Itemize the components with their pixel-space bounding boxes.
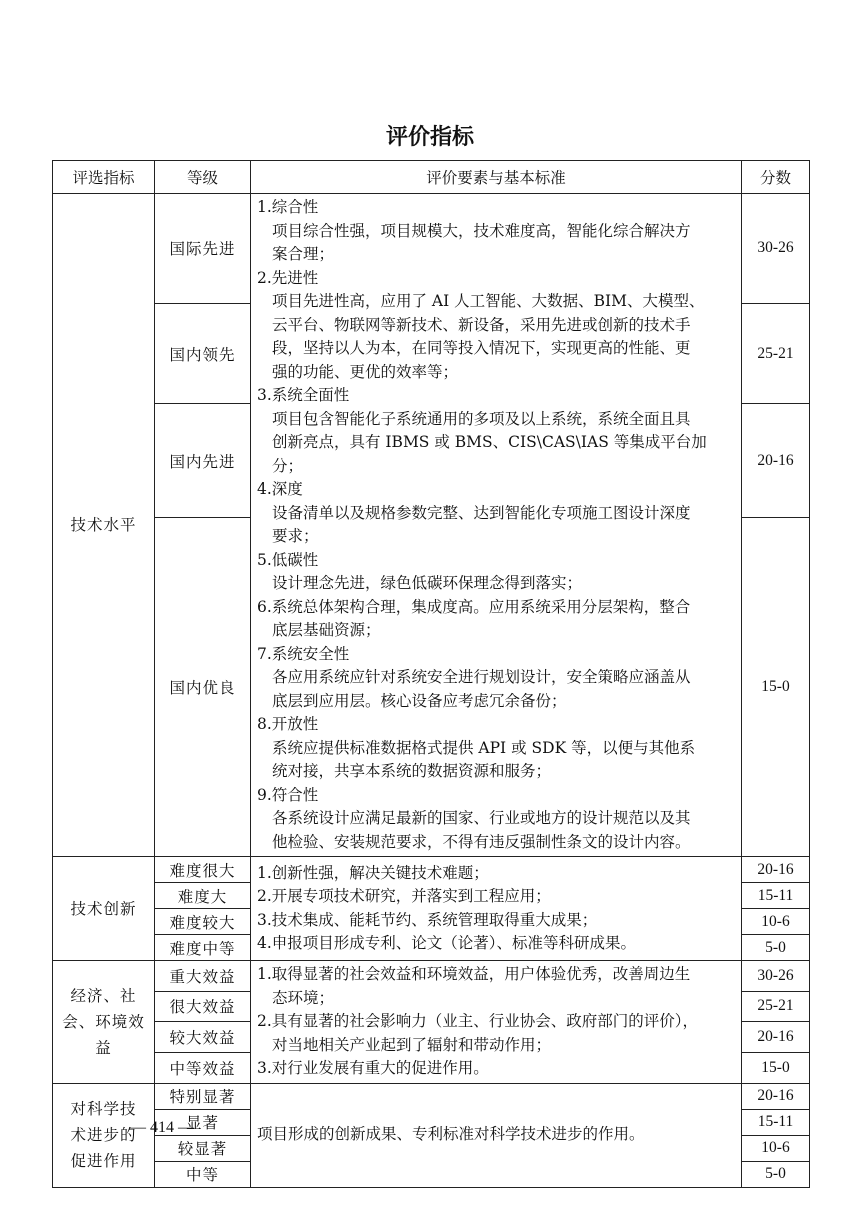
score-cell: 20-16 xyxy=(742,404,810,517)
criteria-list xyxy=(257,862,735,956)
grade-cell: 重大效益 xyxy=(155,961,251,992)
criteria-list xyxy=(257,963,735,1081)
header-indicator: 评选指标 xyxy=(53,161,155,194)
score-cell: 20-16 xyxy=(742,857,810,883)
table-row xyxy=(53,857,810,883)
indicator-benefit xyxy=(53,961,155,1084)
criteria-line: 7.系统安全性 xyxy=(257,644,350,663)
score-cell: 10-6 xyxy=(742,909,810,935)
grade-cell: 特别显著 xyxy=(155,1083,251,1109)
grade-cell: 难度中等 xyxy=(155,935,251,961)
score-cell: 20-16 xyxy=(742,1022,810,1053)
score-cell: 20-16 xyxy=(742,1083,810,1109)
criteria-line: 9.符合性 xyxy=(257,785,319,804)
criteria-line: 案合理； xyxy=(272,245,335,263)
criteria-line: 1.综合性 xyxy=(257,198,319,216)
criteria-line: 2.具有显著的社会影响力（业主、行业协会、政府部门的评价）， xyxy=(257,1012,699,1030)
criteria-line: 2.先进性 xyxy=(257,268,319,287)
criteria-line: 对当地相关产业起到了辐射和带动作用； xyxy=(272,1035,552,1054)
score-cell: 15-0 xyxy=(742,517,810,856)
score-cell: 25-21 xyxy=(742,303,810,404)
criteria-line: 要求； xyxy=(272,527,319,545)
criteria-line: 设备清单以及规格参数完整、达到智能化专项施工图设计深度 xyxy=(272,503,691,522)
criteria-line: 他检验、安装规范要求，不得有违反强制性条文的设计内容。 xyxy=(272,832,691,851)
grade-cell: 国内优良 xyxy=(155,517,251,856)
score-cell: 15-11 xyxy=(742,883,810,909)
criteria-line: 3.系统全面性 xyxy=(257,386,350,404)
page-number: — 414 — xyxy=(130,1119,194,1136)
criteria-line: 8.开放性 xyxy=(257,715,319,733)
grade-cell: 较显著 xyxy=(155,1135,251,1161)
score-cell: 15-11 xyxy=(742,1109,810,1135)
criteria-line: 统对接，共享本系统的数据资源和服务； xyxy=(272,762,552,780)
score-cell: 5-0 xyxy=(742,935,810,961)
grade-cell: 难度大 xyxy=(155,883,251,909)
criteria-line: 系统应提供标准数据格式提供 API 或 SDK 等，以便与其他系 xyxy=(272,738,696,757)
criteria-line: 3.对行业发展有重大的促进作用。 xyxy=(257,1059,489,1077)
grade-cell: 中等效益 xyxy=(155,1052,251,1083)
grade-cell: 国内先进 xyxy=(155,404,251,517)
header-grade: 等级 xyxy=(155,161,251,194)
page-title: 评价指标 xyxy=(385,125,474,150)
score-cell: 30-26 xyxy=(742,961,810,992)
indicator-innovation: 技术创新 xyxy=(53,857,155,961)
criteria-line: 3.技术集成、能耗节约、系统管理取得重大成果； xyxy=(257,910,598,929)
grade-cell: 难度很大 xyxy=(155,857,251,883)
score-cell: 25-21 xyxy=(742,991,810,1022)
criteria-progress xyxy=(251,1083,742,1187)
criteria-line: 底层到应用层。核心设备应考虑冗余备份； xyxy=(272,691,567,710)
grade-cell: 显著 xyxy=(155,1109,251,1135)
table-row xyxy=(53,961,810,992)
indicator-line: 促进作用 xyxy=(70,1152,137,1170)
criteria-line: 各应用系统应针对系统安全进行规划设计，安全策略应涵盖从 xyxy=(272,668,691,686)
table-row xyxy=(53,194,810,304)
grade-cell: 难度较大 xyxy=(155,909,251,935)
indicator-line: 对科学技 xyxy=(70,1100,137,1118)
header-row xyxy=(53,161,810,194)
criteria-line: 5.低碳性 xyxy=(257,550,319,569)
indicator-line: 术进步的 xyxy=(70,1126,137,1144)
indicator-line: 经济、社 xyxy=(70,986,137,1005)
criteria-line: 段，坚持以人为本，在同等投入情况下，实现更高的性能、更 xyxy=(272,339,691,357)
indicator-line: 会、环境效 xyxy=(62,1012,145,1031)
grade-cell: 国际先进 xyxy=(155,194,251,304)
criteria-line: 1.取得显著的社会效益和环境效益，用户体验优秀，改善周边生 xyxy=(257,965,691,983)
indicator-tech-level: 技术水平 xyxy=(53,194,155,857)
header-score: 分数 xyxy=(742,161,810,194)
grade-cell: 较大效益 xyxy=(155,1022,251,1053)
score-cell: 5-0 xyxy=(742,1161,810,1187)
grade-cell: 中等 xyxy=(155,1161,251,1187)
score-cell: 30-26 xyxy=(742,194,810,304)
criteria-line: 2.开展专项技术研究，并落实到工程应用； xyxy=(257,887,551,905)
criteria-line: 创新亮点，具有 IBMS 或 BMS、CIS\CAS\IAS 等集成平台加 xyxy=(272,433,707,451)
criteria-line: 分； xyxy=(272,456,304,475)
criteria-line: 项目先进性高，应用了 AI 人工智能、大数据、BIM、大模型、 xyxy=(272,292,705,310)
criteria-line: 云平台、物联网等新技术、新设备，采用先进或创新的技术手 xyxy=(272,315,691,334)
criteria-line: 1.创新性强，解决关键技术难题； xyxy=(257,863,489,882)
evaluation-table xyxy=(52,160,810,1188)
header-criteria: 评价要素与基本标准 xyxy=(251,161,742,194)
criteria-tech-level xyxy=(251,194,742,857)
table-row xyxy=(53,1083,810,1109)
criteria-line: 4.深度 xyxy=(257,480,303,498)
criteria-line: 设计理念先进，绿色低碳环保理念得到落实； xyxy=(272,574,583,592)
criteria-line: 6.系统总体架构合理，集成度高。应用系统采用分层架构，整合 xyxy=(257,597,691,616)
criteria-line: 底层基础资源； xyxy=(272,621,381,639)
grade-cell: 国内领先 xyxy=(155,303,251,404)
criteria-line: 强的功能、更优的效率等； xyxy=(272,362,459,381)
criteria-text: 项目形成的创新成果、专利标准对科学技术进步的作用。 xyxy=(257,1125,645,1144)
indicator-line: 益 xyxy=(95,1038,112,1057)
criteria-list xyxy=(257,196,735,854)
score-cell: 10-6 xyxy=(742,1135,810,1161)
criteria-line: 项目综合性强，项目规模大，技术难度高，智能化综合解决方 xyxy=(272,221,691,240)
criteria-line: 各系统设计应满足最新的国家、行业或地方的设计规范以及其 xyxy=(272,809,691,827)
criteria-benefit xyxy=(251,961,742,1084)
score-cell: 15-0 xyxy=(742,1052,810,1083)
criteria-line: 态环境； xyxy=(272,988,335,1007)
criteria-line: 项目包含智能化子系统通用的多项及以上系统，系统全面且具 xyxy=(272,409,691,428)
criteria-line: 4.申报项目形成专利、论文（论著）、标准等科研成果。 xyxy=(257,934,637,952)
grade-cell: 很大效益 xyxy=(155,991,251,1022)
criteria-innovation xyxy=(251,857,742,961)
